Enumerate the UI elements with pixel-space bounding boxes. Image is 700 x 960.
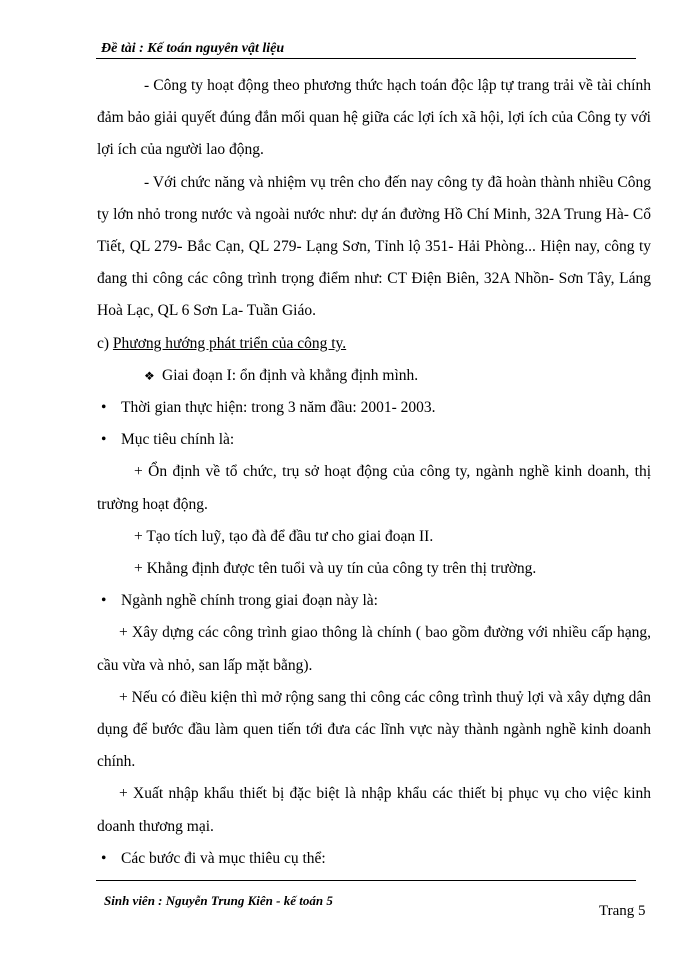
paragraph-projects: - Với chức năng và nhiệm vụ trên cho đến nay công ty đã hoàn thành nhiều Công ty lớn nhỏ trong nước và ngoài nước như: dự án đường Hồ Chí Minh, 32A Trung Hà- Cổ Tiết, QL 279- Bắc Cạn, QL 279- Lạng Sơn, Tỉnh lộ 351- Hải Phòng... Hiện nay, công ty đang thi công các công trình trọng điểm như: CT Điện Biên, 32A Nhồn- Sơn Tây, Láng Hoà Lạc, QL 6 Sơn La- Tuần Giáo. xyxy=(97,173,651,320)
bullet-text: Các bước đi và mục thiêu cụ thể: xyxy=(121,849,326,867)
bullet-item xyxy=(97,424,651,456)
bullet-text: Mục tiêu chính là: xyxy=(121,431,235,449)
bullet-icon: • xyxy=(101,592,107,610)
bullet-item xyxy=(97,843,651,875)
phase-heading xyxy=(97,360,651,392)
section-heading xyxy=(97,328,651,360)
bullet-icon: • xyxy=(101,431,107,449)
business-item: + Xây dựng các công trình giao thông là chính ( bao gồm đường với nhiều cấp hạng, cầu vừa và nhỏ, san lấp mặt bằng). xyxy=(97,624,651,674)
bullet-text: Thời gian thực hiện: trong 3 năm đầu: 2001- 2003. xyxy=(121,399,436,417)
goal-item: + Ổn định về tổ chức, trụ sở hoạt động của công ty, ngành nghề kinh doanh, thị trường hoạt động. xyxy=(97,463,651,513)
bullet-item xyxy=(97,392,651,424)
footer-rule xyxy=(96,880,636,881)
section-prefix: c) xyxy=(97,334,113,352)
header-title: Đề tài : Kế toán nguyên vật liệu xyxy=(101,41,285,56)
business-item: + Nếu có điều kiện thì mở rộng sang thi công các công trình thuỷ lợi và xây dựng dân dụng để bước đầu làm quen tiến tới đưa các lĩnh vực này thành ngành nghề kinh doanh chính. xyxy=(97,688,651,771)
bullet-item xyxy=(97,585,651,617)
section-title: Phương hướng phát triển của công ty. xyxy=(112,334,347,352)
phase-title: Giai đoạn I: ổn định và khẳng định mình. xyxy=(162,366,419,384)
page-number: Trang 5 xyxy=(599,903,646,919)
business-item: + Xuất nhập khẩu thiết bị đặc biệt là nhập khẩu các thiết bị phục vụ cho việc kinh doanh thương mại. xyxy=(97,785,651,835)
goal-item: + Tạo tích luỹ, tạo đà để đầu tư cho giai đoạn II. xyxy=(134,527,434,545)
paragraph-accounting: - Công ty hoạt động theo phương thức hạch toán độc lập tự trang trải về tài chính đảm bảo giải quyết đúng đắn mối quan hệ giữa các lợi ích xã hội, lợi ích của Công ty với lợi ích của người lao động. xyxy=(97,77,651,159)
diamond-bullet-icon: ❖ xyxy=(144,368,155,383)
bullet-icon: • xyxy=(101,849,107,867)
document-body xyxy=(97,70,651,875)
header-rule xyxy=(96,58,636,59)
bullet-icon: • xyxy=(101,399,107,417)
goal-item: + Khẳng định được tên tuổi và uy tín của công ty trên thị trường. xyxy=(134,560,537,578)
footer-student: Sinh viên : Nguyễn Trung Kiên - kế toán 5 xyxy=(104,893,333,908)
bullet-text: Ngành nghề chính trong giai đoạn này là: xyxy=(121,592,378,610)
